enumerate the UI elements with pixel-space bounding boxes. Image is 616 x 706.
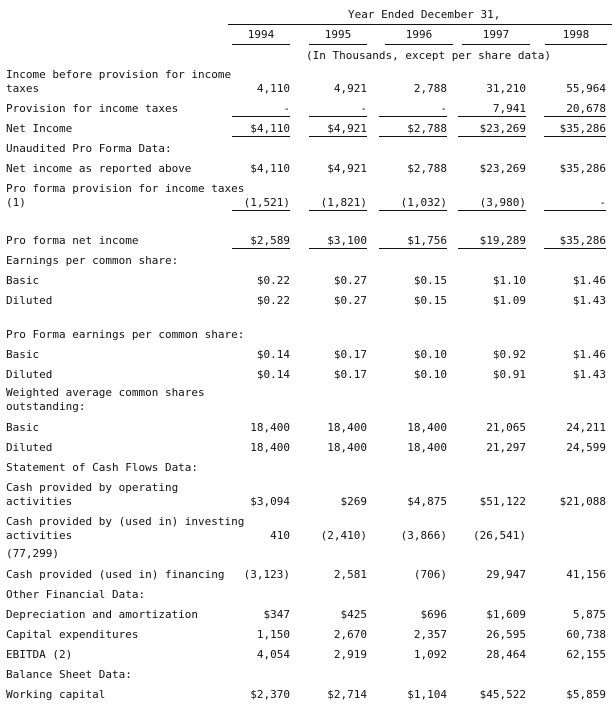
row-label: Pro forma net income [6,234,139,247]
row-label: EBITDA (2) [6,648,73,661]
cell-value: (1,032) [379,196,447,211]
row-label: Working capital [6,688,106,701]
cell-value: $0.10 [413,348,447,361]
cell-value: $1.43 [572,294,606,307]
cell-value: $2,788 [379,122,447,137]
cell-value: 21,065 [486,421,526,434]
cell-value: $0.14 [256,368,290,381]
cell-value: 29,947 [486,568,526,581]
year-header-1997: 1997 [482,28,510,41]
row-label: Unaudited Pro Forma Data: [6,142,172,155]
cell-value: $1.09 [492,294,526,307]
cell-value: 4,110 [256,82,290,95]
row-label: Cash provided by operating [6,481,179,494]
year-rule-1995 [309,44,367,45]
row-label: Balance Sheet Data: [6,668,132,681]
row-label: Basic [6,274,40,287]
year-rule-1997 [462,44,530,45]
cell-value: $45,522 [479,688,526,701]
cell-value: 60,738 [566,628,606,641]
row-label: (1) [6,196,26,209]
cell-value: $1.10 [492,274,526,287]
row-label: Provision for income taxes [6,102,179,115]
row-label: Pro Forma earnings per common share: [6,328,245,341]
cell-value: $21,088 [559,495,606,508]
cell-value: $0.22 [256,274,290,287]
row-label: Cash provided by (used in) investing [6,515,245,528]
cell-value: $19,289 [458,234,526,249]
cell-value: $2,589 [232,234,290,249]
row-label: Income before provision for income [6,68,232,81]
cell-value: (3,123) [243,568,290,581]
cell-value: 18,400 [250,441,290,454]
cell-value: 2,919 [333,648,367,661]
row-label: Cash provided (used in) financing [6,568,225,581]
cell-value: 1,150 [256,628,290,641]
row-label: Other Financial Data: [6,588,146,601]
cell-value: (706) [413,568,447,581]
cell-value: $1,756 [379,234,447,249]
cell-value: - [544,196,606,211]
cell-value: $35,286 [544,122,606,137]
cell-value: 7,941 [458,102,526,117]
cell-value: $1,609 [486,608,526,621]
cell-value: 4,921 [333,82,367,95]
cell-value: $0.91 [492,368,526,381]
cell-value: $0.22 [256,294,290,307]
cell-value: $0.10 [413,368,447,381]
cell-value: $1,104 [407,688,447,701]
cell-value: 2,581 [333,568,367,581]
cell-value: $0.17 [333,368,367,381]
cell-value: $347 [263,608,290,621]
cell-value: 2,357 [413,628,447,641]
cell-value: 2,670 [333,628,367,641]
cell-value: $1.46 [572,274,606,287]
cell-value: $696 [420,608,447,621]
year-rule-1994 [232,44,290,45]
year-rule-1998 [545,44,607,45]
cell-value: $4,110 [232,122,290,137]
cell-value: $2,714 [327,688,367,701]
row-label: Weighted average common shares [6,386,205,399]
cell-value: 18,400 [250,421,290,434]
cell-value: 18,400 [327,441,367,454]
cell-value: $0.27 [333,274,367,287]
cell-value: $1.46 [572,348,606,361]
cell-value: $2,370 [250,688,290,701]
row-label: Diluted [6,441,53,454]
cell-value: 410 [270,529,290,542]
row-label: outstanding: [6,400,86,413]
row-label: activities [6,529,73,542]
cell-value: 4,054 [256,648,290,661]
year-header-1995: 1995 [324,28,352,41]
row-label: Depreciation and amortization [6,608,199,621]
cell-value: 18,400 [407,421,447,434]
cell-value: 55,964 [566,82,606,95]
cell-value: $3,100 [309,234,367,249]
cell-value: 26,595 [486,628,526,641]
cell-value: $4,921 [327,162,367,175]
row-label: Basic [6,421,40,434]
cell-value: 18,400 [407,441,447,454]
cell-value: $51,122 [479,495,526,508]
row-label: Net Income [6,122,73,135]
year-header-1994: 1994 [247,28,275,41]
cell-value: $4,921 [309,122,367,137]
row-label: taxes [6,82,40,95]
cell-value: 21,297 [486,441,526,454]
cell-value: $23,269 [458,122,526,137]
cell-value: 2,788 [413,82,447,95]
row-label: (77,299) [6,547,59,560]
caption-rule [228,24,612,25]
row-label: Diluted [6,294,53,307]
row-label: activities [6,495,73,508]
cell-value: - [379,102,447,117]
year-rule-1996 [385,44,453,45]
cell-value: - [232,102,290,117]
cell-value: $425 [340,608,367,621]
row-label: Basic [6,348,40,361]
cell-value: 1,092 [413,648,447,661]
cell-value: 18,400 [327,421,367,434]
cell-value: $23,269 [479,162,526,175]
row-label: Net income as reported above [6,162,192,175]
cell-value: $4,875 [407,495,447,508]
cell-value: 24,599 [566,441,606,454]
year-header-1996: 1996 [405,28,433,41]
cell-value: $0.17 [333,348,367,361]
cell-value: $269 [340,495,367,508]
row-label: Pro forma provision for income taxes [6,182,245,195]
cell-value: $0.92 [492,348,526,361]
cell-value: (1,821) [309,196,367,211]
cell-value: (3,866) [400,529,447,542]
cell-value: 28,464 [486,648,526,661]
cell-value: $3,094 [250,495,290,508]
row-label: Diluted [6,368,53,381]
row-label: Statement of Cash Flows Data: [6,461,199,474]
table-caption: Year Ended December 31, [348,8,501,21]
cell-value: $0.14 [256,348,290,361]
table-subcaption: (In Thousands, except per share data) [306,49,552,62]
cell-value: $35,286 [559,162,606,175]
cell-value: $4,110 [250,162,290,175]
cell-value: $1.43 [572,368,606,381]
cell-value: $0.27 [333,294,367,307]
cell-value: 24,211 [566,421,606,434]
cell-value: (26,541) [473,529,526,542]
cell-value: $0.15 [413,274,447,287]
cell-value: $5,859 [566,688,606,701]
cell-value: $2,788 [407,162,447,175]
cell-value: $35,286 [544,234,606,249]
cell-value: 5,875 [572,608,606,621]
cell-value: 20,678 [544,102,606,117]
cell-value: (2,410) [320,529,367,542]
cell-value: 31,210 [486,82,526,95]
cell-value: (3,980) [458,196,526,211]
row-label: Earnings per common share: [6,254,179,267]
row-label: Capital expenditures [6,628,139,641]
cell-value: - [309,102,367,117]
cell-value: $0.15 [413,294,447,307]
cell-value: 62,155 [566,648,606,661]
cell-value: 41,156 [566,568,606,581]
year-header-1998: 1998 [562,28,590,41]
cell-value: (1,521) [232,196,290,211]
